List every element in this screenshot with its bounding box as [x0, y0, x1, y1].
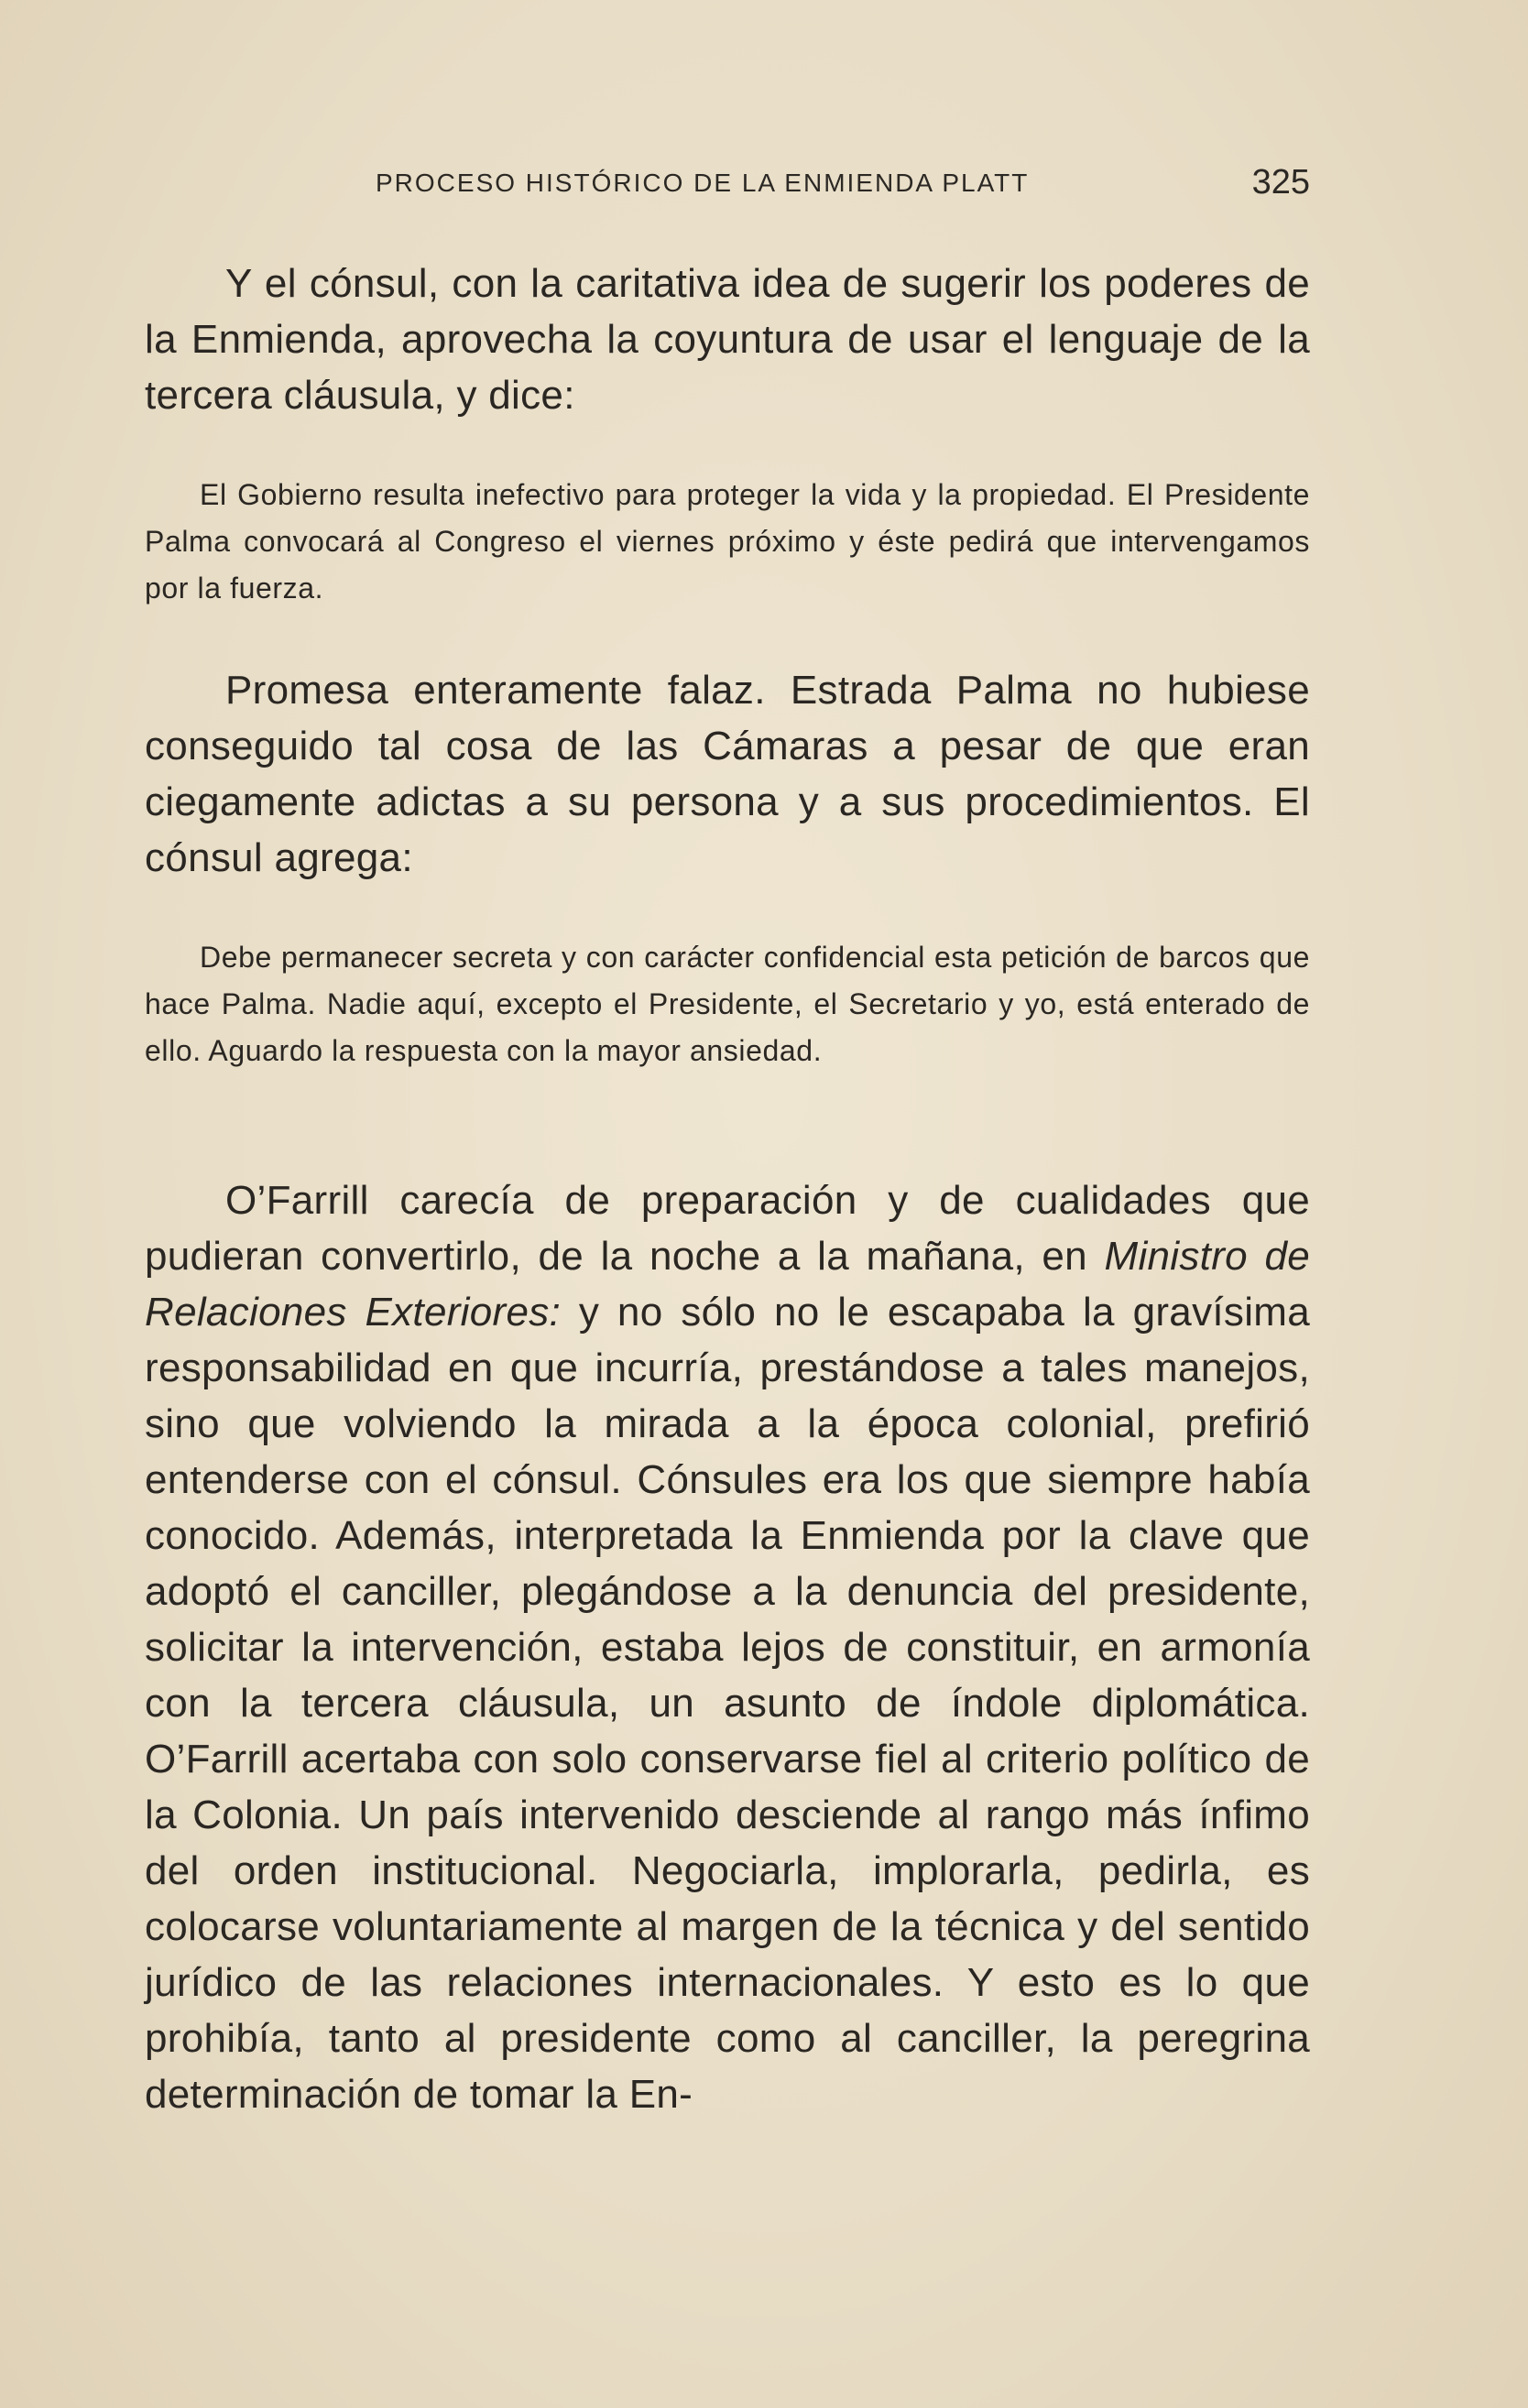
body-paragraph-3	[145, 1172, 1310, 2122]
paragraph-3-text-end: y no sólo no le escapaba la gravísima responsabilidad en que incurría, prestándose a tales manejos, sino que volviendo la mirada a la época colonial, prefirió entenderse con el cónsul. Cónsules era los que siempre había conocido. Además, interpretada la Enmienda por la clave que adoptó el canciller, plegándose a la denuncia del presidente, solicitar la intervención, estaba lejos de constituir, en armonía con la tercera cláusula, un asunto de índole diplomática. O’Farrill acertaba con solo conservarse fiel al criterio político de la Colonia. Un país intervenido desciende al rango más ínfimo del orden institucional. Negociarla, implorarla, pedirla, es colocarse voluntariamente al margen de la técnica y del sentido jurídico de las relaciones internacionales. Y esto es lo que prohibía, tanto al presidente como al canciller, la peregrina determinación de tomar la En-	[145, 1290, 1310, 2117]
running-title: PROCESO HISTÓRICO DE LA ENMIENDA PLATT	[376, 169, 1030, 197]
page-header	[145, 163, 1310, 209]
body-paragraph-1: Y el cónsul, con la caritativa idea de sugerir los poderes de la Enmienda, aprovecha la coyuntura de usar el lenguaje de la tercera cláusula, y dice:	[145, 261, 1310, 418]
block-quote-2: Debe permanecer secreta y con carácter confidencial esta petición de barcos que hace Palma. Nadie aquí, excepto el Presidente, el Secretario y yo, está enterado de ello. Aguardo la respuesta con la mayor ansiedad.	[145, 941, 1310, 1067]
block-quote-1: El Gobierno resulta inefectivo para proteger la vida y la propiedad. El Presidente Palma convocará al Congreso el viernes próximo y éste pedirá que intervengamos por la fuerza.	[145, 478, 1310, 605]
page-number: 325	[1251, 163, 1310, 202]
italic-phrase: Ministro de Relaciones Exteriores:	[145, 1234, 1310, 1335]
paragraph-3-text-start: O’Farrill carecía de preparación y de cualidades que pudieran convertirlo, de la noche a la mañana, en	[145, 1178, 1310, 1279]
body-paragraph-2: Promesa enteramente falaz. Estrada Palma no hubiese conseguido tal cosa de las Cámaras a pesar de que eran ciegamente adictas a su persona y a sus procedimientos. El cónsul agrega:	[145, 668, 1310, 880]
